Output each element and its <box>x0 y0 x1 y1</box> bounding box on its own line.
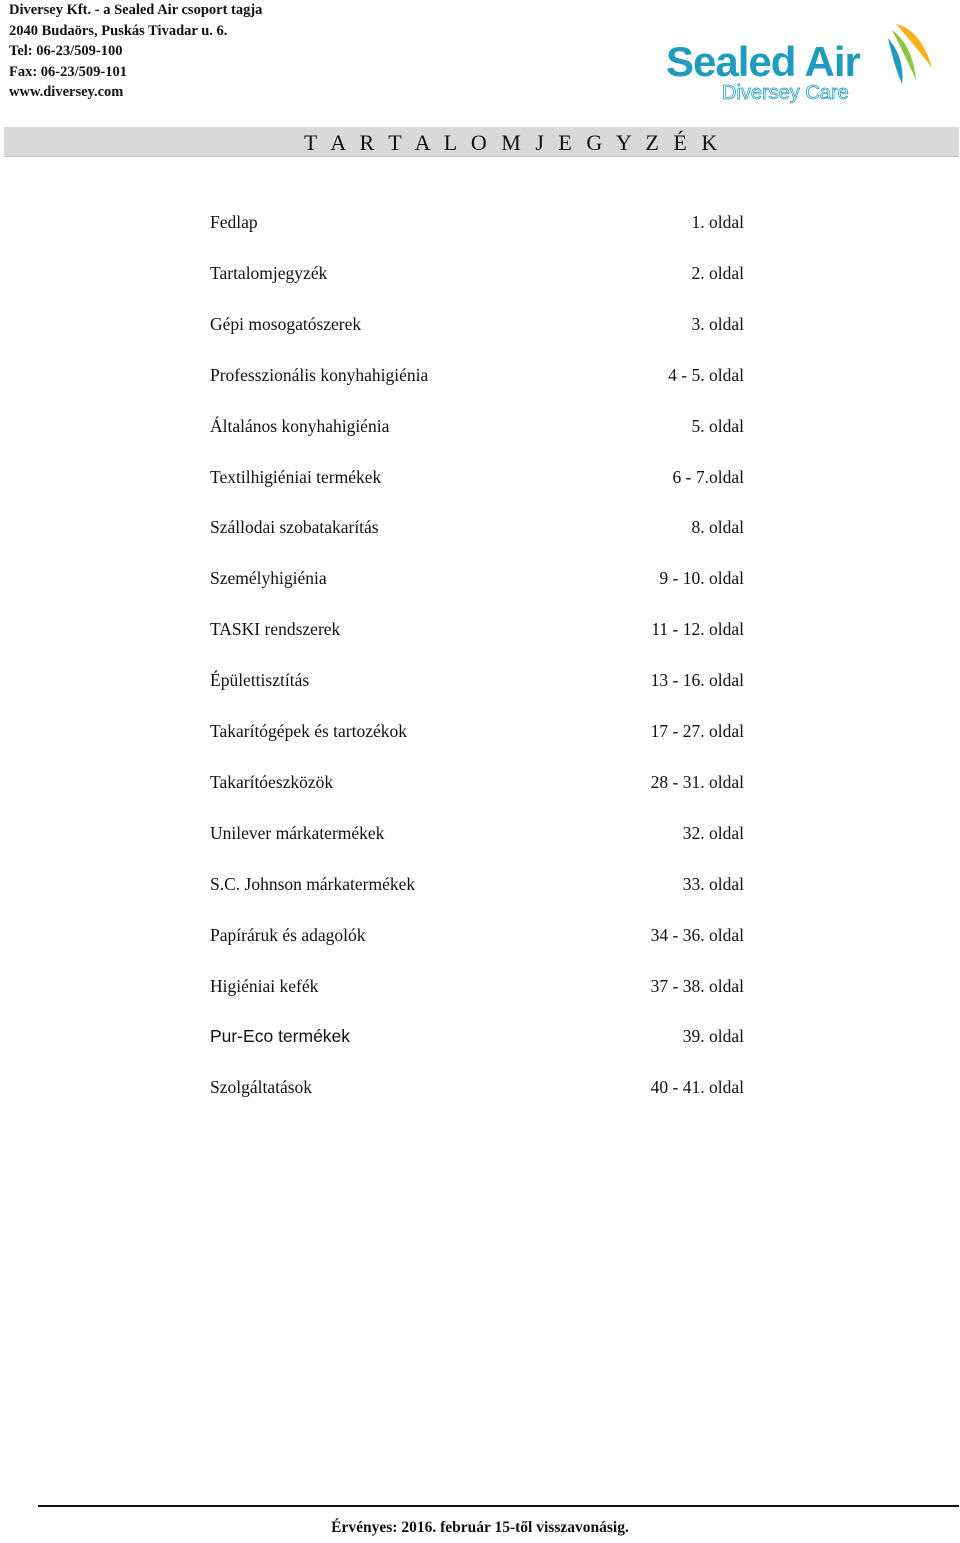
toc-row <box>210 771 744 793</box>
toc-item-page: 28 - 31. oldal <box>650 771 744 792</box>
toc-item-page: 6 - 7.oldal <box>672 466 744 487</box>
toc-row <box>210 618 744 640</box>
toc-row <box>210 822 744 844</box>
footer-divider <box>38 1505 959 1507</box>
toc-title-band <box>4 127 959 157</box>
sealed-air-logo <box>664 18 939 108</box>
toc-item-name: Higiéniai kefék <box>210 975 319 996</box>
toc-row <box>210 466 744 488</box>
toc-row <box>210 669 744 691</box>
toc-item-page: 34 - 36. oldal <box>650 924 744 945</box>
toc-item-name: TASKI rendszerek <box>210 619 341 640</box>
toc-row <box>210 516 744 538</box>
company-website: www.diversey.com <box>9 84 124 100</box>
toc-row <box>210 720 744 742</box>
toc-item-page: 1. oldal <box>691 212 744 232</box>
toc-item-page: 11 - 12. oldal <box>651 619 744 640</box>
toc-row <box>210 975 744 997</box>
toc-item-page: 5. oldal <box>691 415 744 436</box>
toc-item-page: 2. oldal <box>691 262 744 283</box>
toc-item-page: 9 - 10. oldal <box>659 568 744 589</box>
footer-validity-text: Érvényes: 2016. február 15-től visszavonásig. <box>331 1519 629 1536</box>
company-name: Diversey Kft. - a Sealed Air csoport tagja <box>9 2 263 18</box>
toc-item-name: Professzionális konyhahigiénia <box>210 364 429 385</box>
toc-item-name: S.C. Johnson márkatermékek <box>210 873 416 894</box>
company-phone: Tel: 06-23/509-100 <box>9 43 123 59</box>
footer-validity <box>0 1519 960 1537</box>
toc-item-name: Gépi mosogatószerek <box>210 313 362 334</box>
toc-item-page: 17 - 27. oldal <box>650 721 744 741</box>
toc-row <box>210 567 744 589</box>
toc-item-name: Épülettisztítás <box>210 670 310 691</box>
toc-item-page: 37 - 38. oldal <box>650 975 744 996</box>
company-fax: Fax: 06-23/509-101 <box>9 63 127 80</box>
company-address: 2040 Budaörs, Puskás Tivadar u. 6. <box>9 22 228 39</box>
toc-item-page: 33. oldal <box>682 873 744 894</box>
toc-title: T A R T A L O M J E G Y Z É K <box>304 130 722 155</box>
toc-item-name: Textilhigiéniai termékek <box>210 466 382 487</box>
toc-item-name: Takarítóeszközök <box>210 771 334 792</box>
toc-row <box>210 211 744 233</box>
company-address-block <box>9 0 262 103</box>
toc-row <box>210 364 744 386</box>
toc-item-name: Fedlap <box>210 212 258 232</box>
toc-item-name: Pur-Eco termékek <box>210 1026 351 1047</box>
toc-item-page: 3. oldal <box>691 313 744 334</box>
toc-item-page: 40 - 41. oldal <box>650 1077 744 1098</box>
toc-item-name: Tartalomjegyzék <box>210 262 328 283</box>
toc-item-page: 8. oldal <box>691 517 744 538</box>
toc-item-name: Szolgáltatások <box>210 1077 313 1098</box>
toc-item-name: Papíráruk és adagolók <box>210 924 366 945</box>
toc-row <box>210 924 744 946</box>
toc-item-page: 39. oldal <box>682 1026 744 1047</box>
toc-row <box>210 1025 744 1047</box>
toc-item-page: 32. oldal <box>682 822 744 843</box>
toc-row <box>210 313 744 335</box>
toc-item-page: 4 - 5. oldal <box>668 364 744 385</box>
toc-row <box>210 873 744 895</box>
logo-subtitle: Diversey Care <box>722 82 849 104</box>
toc-row <box>210 1076 744 1098</box>
toc-row <box>210 262 744 284</box>
toc-item-name: Unilever márkatermékek <box>210 822 385 843</box>
logo-wordmark: Sealed Air <box>666 38 860 85</box>
toc-row <box>210 415 744 437</box>
toc-item-name: Általános konyhahigiénia <box>210 415 390 436</box>
toc-item-name: Szállodai szobatakarítás <box>210 517 379 538</box>
toc-item-name: Személyhigiénia <box>210 568 327 589</box>
toc-item-name: Takarítógépek és tartozékok <box>210 721 408 741</box>
toc-item-page: 13 - 16. oldal <box>650 670 744 691</box>
